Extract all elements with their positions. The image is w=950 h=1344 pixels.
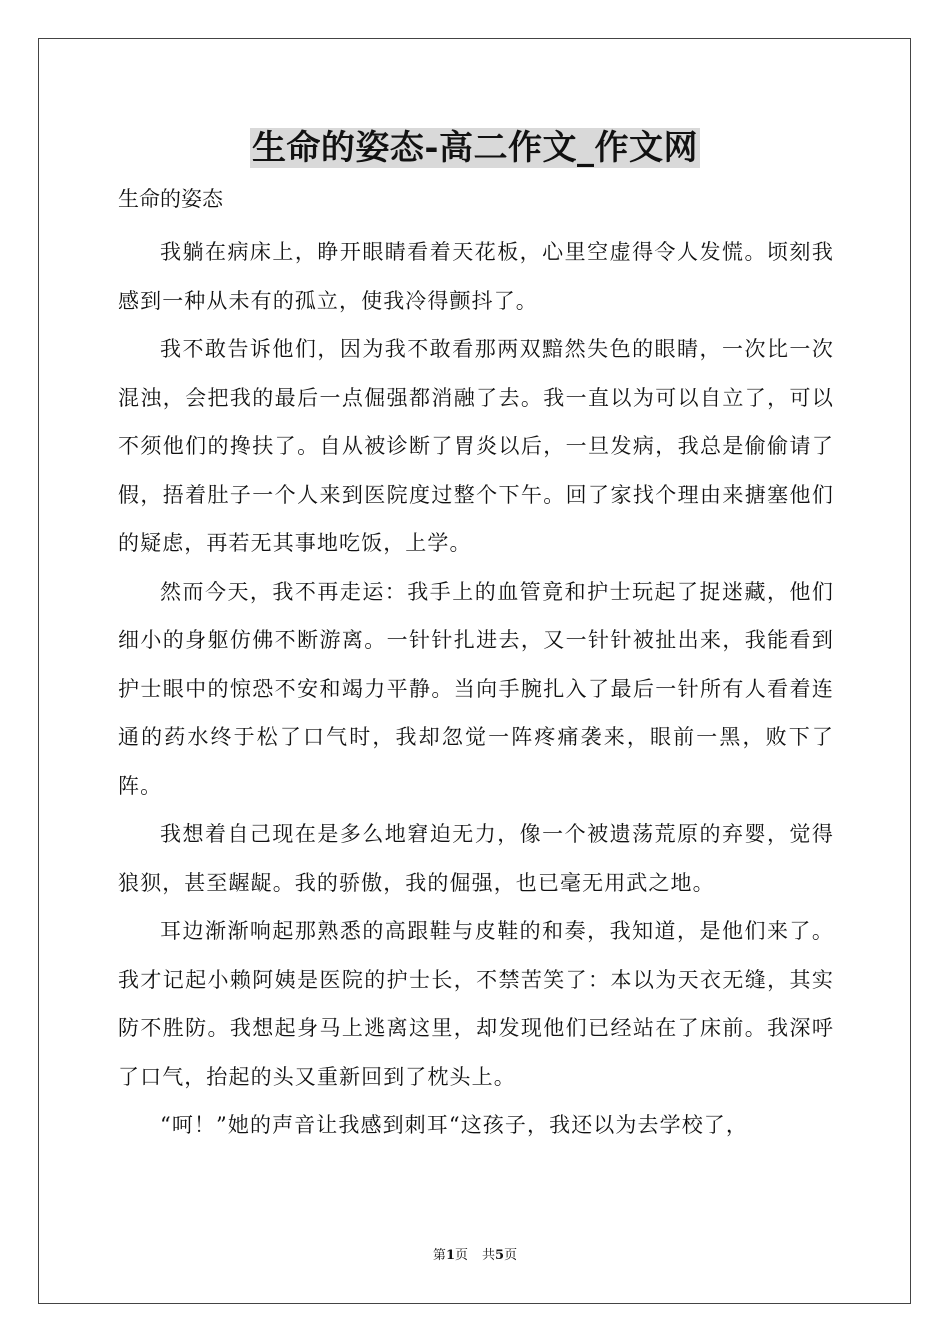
paragraph: 然而今天，我不再走运：我手上的血管竟和护士玩起了捉迷藏，他们细小的身躯仿佛不断游离。一针针扎进去，又一针针被扯出来，我能看到护士眼中的惊恐不安和竭力平静。当向手腕扎入了最后一针所有人看着连通的药水终于松了口气时，我却忽觉一阵疼痛袭来，眼前一黑，败下了阵。 bbox=[118, 579, 834, 798]
paragraph: 我躺在病床上，睁开眼睛看着天花板，心里空虚得令人发慌。顷刻我感到一种从未有的孤立，使我冷得颤抖了。 bbox=[118, 240, 834, 313]
document-title: 生命的姿态-高二作文_作文网 bbox=[251, 128, 699, 168]
paragraph: 我想着自己现在是多么地窘迫无力，像一个被遗荡荒原的弃婴，觉得狼狈，甚至龌龊。我的骄傲，我的倔强，也已毫无用武之地。 bbox=[118, 822, 834, 895]
paragraph: “呵！”她的声音让我感到刺耳“这孩子，我还以为去学校了， bbox=[160, 1113, 749, 1137]
article-body bbox=[118, 228, 834, 1150]
page-number: 第1页 bbox=[432, 1248, 468, 1263]
page-total: 共5页 bbox=[482, 1248, 518, 1263]
paragraph: 我不敢告诉他们，因为我不敢看那两双黯然失色的眼睛，一次比一次混浊，会把我的最后一点倔强都消融了去。我一直以为可以自立了，可以不须他们的搀扶了。自从被诊断了胃炎以后，一旦发病，我总是偷偷请了假，捂着肚子一个人来到医院度过整个下午。回了家找个理由来搪塞他们的疑虑，再若无其事地吃饭，上学。 bbox=[118, 337, 834, 555]
title-container bbox=[0, 128, 950, 168]
document-subtitle: 生命的姿态 bbox=[118, 187, 223, 211]
page-footer bbox=[0, 1247, 950, 1265]
paragraph: 耳边渐渐响起那熟悉的高跟鞋与皮鞋的和奏，我知道，是他们来了。我才记起小赖阿姨是医院的护士长，不禁苦笑了：本以为天衣无缝，其实防不胜防。我想起身马上逃离这里，却发现他们已经站在了床前。我深呼了口气，抬起的头又重新回到了枕头上。 bbox=[118, 919, 834, 1089]
